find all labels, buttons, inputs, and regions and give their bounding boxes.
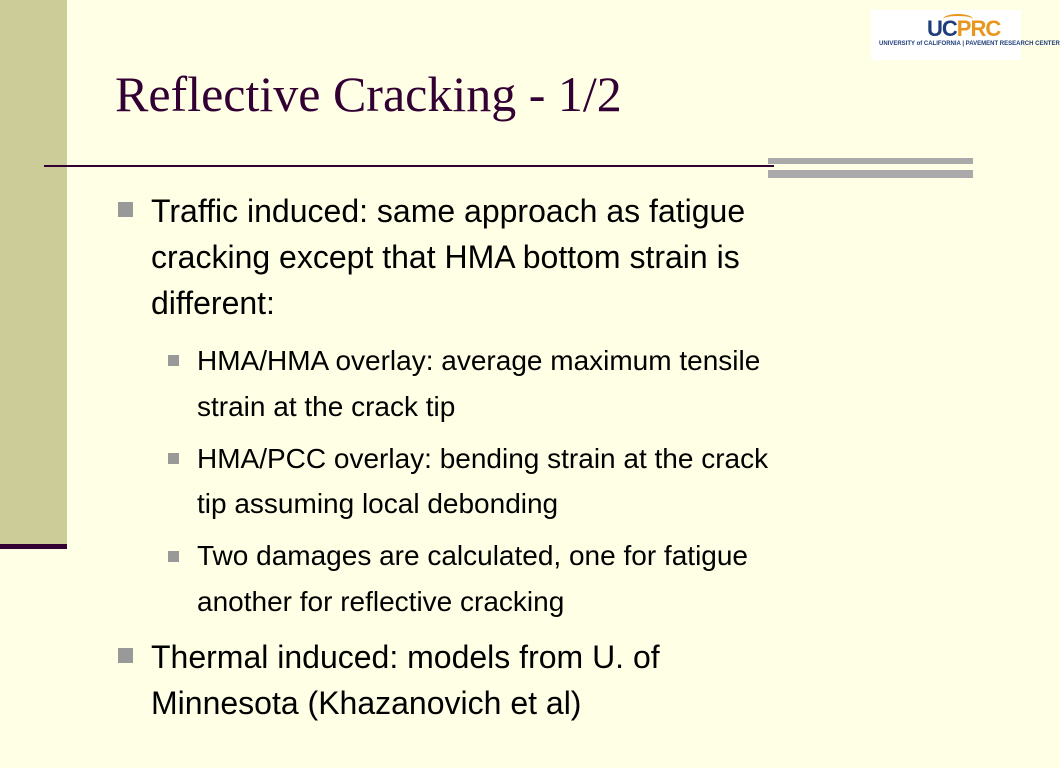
logo-prc: PRC bbox=[956, 16, 1001, 41]
bullet-line: cracking except that HMA bottom strain is bbox=[151, 239, 740, 275]
sub-bullet-line: strain at the crack tip bbox=[197, 391, 456, 422]
bullet-line: Thermal induced: models from U. of bbox=[151, 639, 660, 675]
logo-uc: UC bbox=[927, 16, 957, 41]
sub-bullet-line: another for reflective cracking bbox=[197, 586, 565, 617]
slide-title: Reflective Cracking - 1/2 bbox=[115, 66, 622, 122]
bullet-square-icon bbox=[118, 648, 133, 663]
sub-bullet-line: tip assuming local debonding bbox=[197, 488, 559, 519]
bullet-line: different: bbox=[151, 285, 275, 321]
bullet-square-icon bbox=[118, 202, 133, 217]
sub-bullet-square-icon bbox=[168, 551, 179, 562]
title-divider bbox=[44, 165, 774, 167]
decorative-bars bbox=[768, 158, 973, 178]
decorative-bar bbox=[768, 158, 973, 164]
logo-wordmark bbox=[927, 16, 1000, 42]
left-accent-band bbox=[0, 0, 67, 548]
sub-bullet-line: HMA/HMA overlay: average maximum tensile bbox=[197, 345, 761, 376]
sub-bullet-square-icon bbox=[168, 355, 179, 366]
bullet-line: Traffic induced: same approach as fatigue bbox=[151, 193, 746, 229]
bullet-line: Minnesota (Khazanovich et al) bbox=[151, 685, 582, 721]
left-accent-rule bbox=[0, 544, 67, 549]
sub-bullet-line: Two damages are calculated, one for fatigue bbox=[197, 540, 749, 571]
logo-subtitle: UNIVERSITY of CALIFORNIA | PAVEMENT RESEARCH CENTER bbox=[879, 41, 1060, 47]
sub-bullet-square-icon bbox=[168, 453, 179, 464]
ucprc-logo bbox=[871, 10, 1060, 60]
decorative-bar bbox=[768, 170, 973, 178]
sub-bullet-line: HMA/PCC overlay: bending strain at the crack bbox=[197, 443, 769, 474]
